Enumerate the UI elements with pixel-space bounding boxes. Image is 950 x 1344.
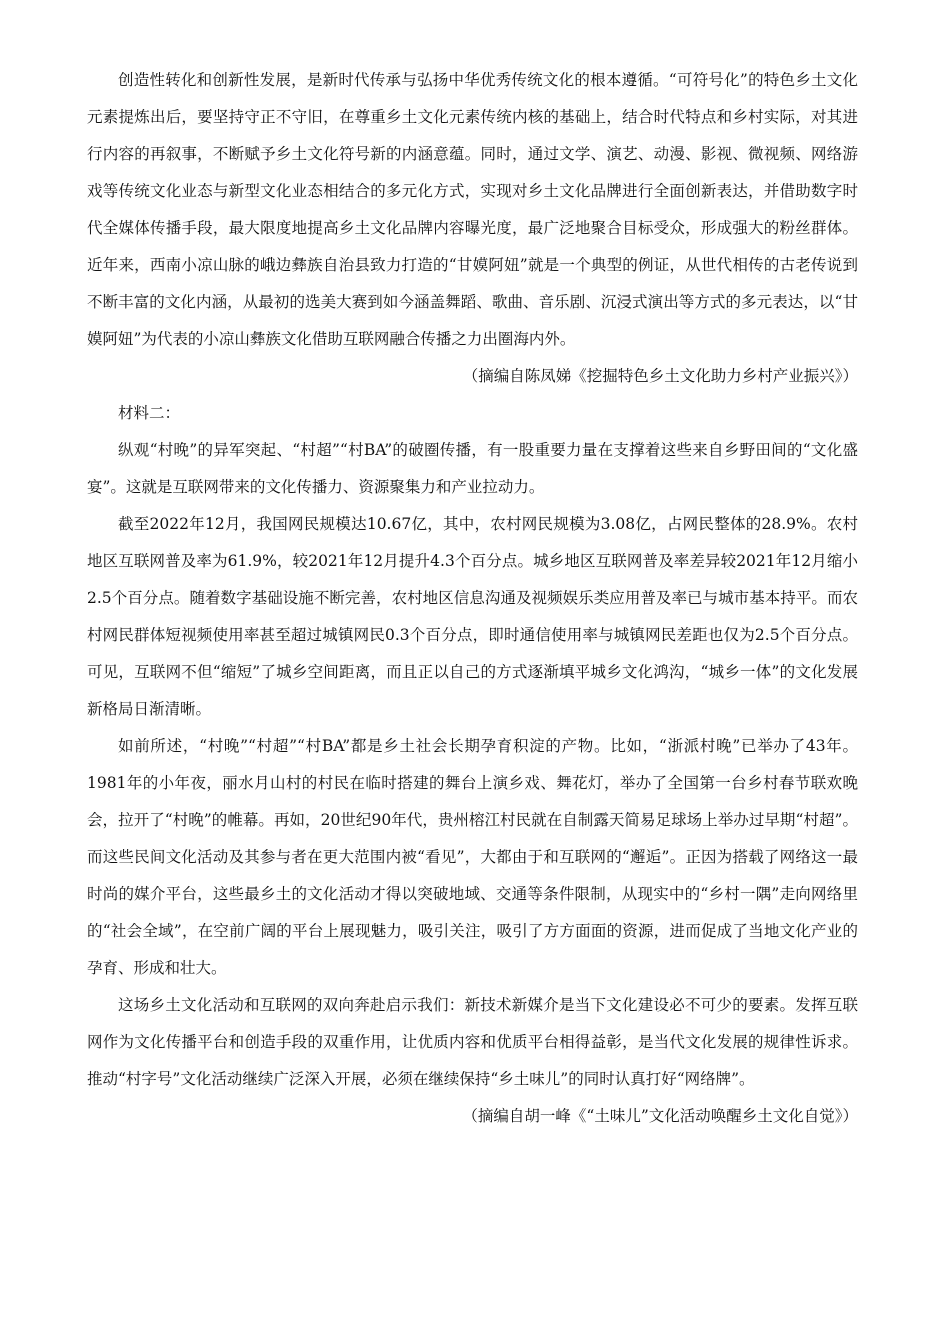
material-two-heading: 材料二： — [118, 404, 181, 422]
paragraph-4: 如前所述，“村晚”“村超”“村BA”都是乡土社会长期孕育积淀的产物。比如，“浙派村晚”已举办了43年。1981年的小年夜，丽水月山村的村民在临时搭建的舞台上演乡戏、舞花灯，举办了全国第一台乡村春节联欢晚会，拉开了“村晚”的帷幕。再如，20世纪90年代，贵州榕江村民就在自制露天简易足球场上举办过早期“村超”。而这些民间文化活动及其参与者在更大范围内被“看见”，大都由于和互联网的“邂逅”。正因为搭载了网络这一最时尚的媒介平台，这些最乡土的文化活动才得以突破地域、交通等条件限制，从现实中的“乡村一隅”走向网络里的“社会全域”，在空前广阔的平台上展现魅力，吸引关注，吸引了方方面面的资源，进而促成了当地文化产业的孕育、形成和壮大。 — [87, 737, 858, 977]
paragraph-3: 截至2022年12月，我国网民规模达10.67亿，其中，农村网民规模为3.08亿，占网民整体的28.9%。农村地区互联网普及率为61.9%，较2021年12月提升4.3个百分点。城乡地区互联网普及率差异较2021年12月缩小2.5个百分点。随着数字基础设施不断完善，农村地区信息沟通及视频娱乐类应用普及率已与城市基本持平。而农村网民群体短视频使用率甚至超过城镇网民0.3个百分点，即时通信使用率与城镇网民差距也仅为2.5个百分点。可见，互联网不但“缩短”了城乡空间距离，而且正以自己的方式逐渐填平城乡文化鸿沟，“城乡一体”的文化发展新格局日渐清晰。 — [87, 515, 858, 718]
source-citation-2: （摘编自胡一峰《“土味儿”文化活动唤醒乡土文化自觉》） — [462, 1107, 858, 1125]
paragraph-5: 这场乡土文化活动和互联网的双向奔赴启示我们：新技术新媒介是当下文化建设必不可少的要素。发挥互联网作为文化传播平台和创造手段的双重作用，让优质内容和优质平台相得益彰，是当代文化发展的规律性诉求。推动“村字号”文化活动继续广泛深入开展，必须在继续保持“乡土味儿”的同时认真打好“网络牌”。 — [87, 996, 858, 1088]
document-page — [87, 62, 858, 1135]
paragraph-1: 创造性转化和创新性发展，是新时代传承与弘扬中华优秀传统文化的根本遵循。“可符号化”的特色乡土文化元素提炼出后，要坚持守正不守旧，在尊重乡土文化元素传统内核的基础上，结合时代特点和乡村实际，对其进行内容的再叙事，不断赋予乡土文化符号新的内涵意蕴。同时，通过文学、演艺、动漫、影视、微视频、网络游戏等传统文化业态与新型文化业态相结合的多元化方式，实现对乡土文化品牌进行全面创新表达，并借助数字时代全媒体传播手段，最大限度地提高乡土文化品牌内容曝光度，最广泛地聚合目标受众，形成强大的粉丝群体。近年来，西南小凉山脉的峨边彝族自治县致力打造的“甘嫫阿妞”就是一个典型的例证，从世代相传的古老传说到不断丰富的文化内涵，从最初的选美大赛到如今涵盖舞蹈、歌曲、音乐剧、沉浸式演出等方式的多元表达，以“甘嫫阿妞”为代表的小凉山彝族文化借助互联网融合传播之力出圈海内外。 — [87, 71, 858, 348]
paragraph-2: 纵观“村晚”的异军突起、“村超”“村BA”的破圈传播，有一股重要力量在支撑着这些来自乡野田间的“文化盛宴”。这就是互联网带来的文化传播力、资源聚集力和产业拉动力。 — [87, 441, 858, 496]
source-citation-1: （摘编自陈凤娣《挖掘特色乡土文化助力乡村产业振兴》） — [462, 367, 858, 385]
